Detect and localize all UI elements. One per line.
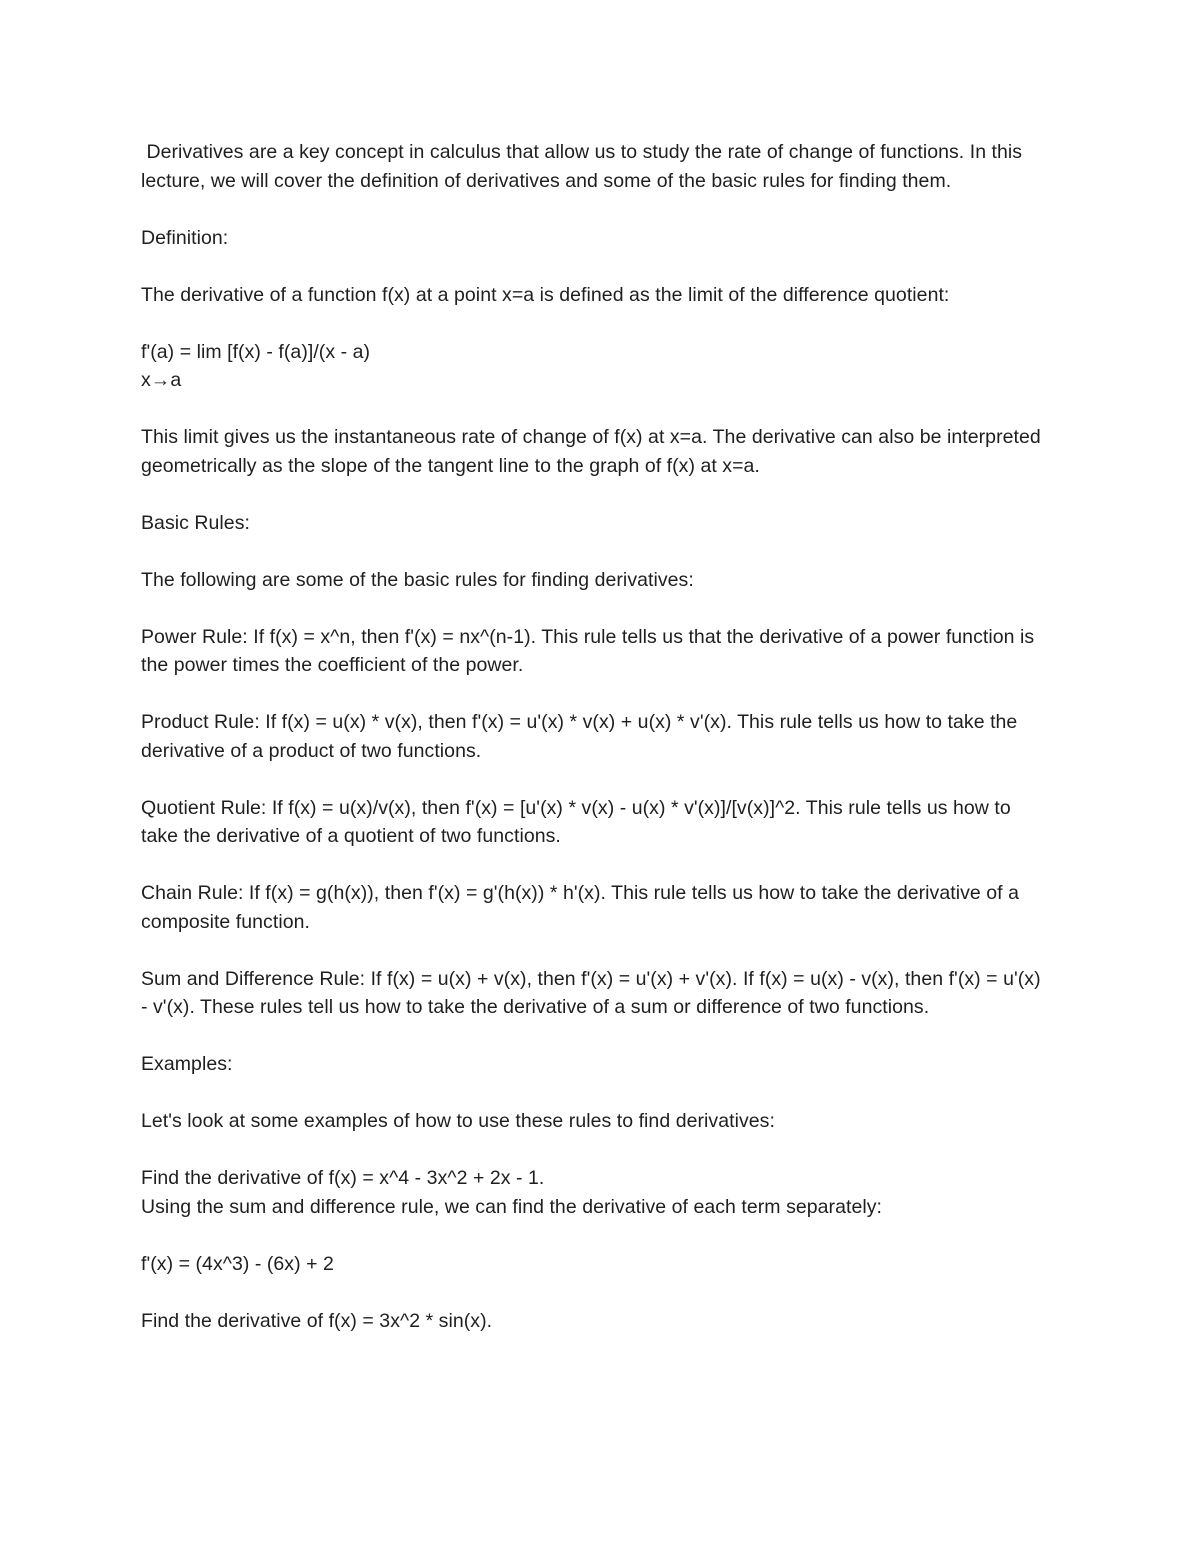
basic-rules-intro: The following are some of the basic rules for finding derivatives: [141,568,694,591]
example-2: Find the derivative of f(x) = 3x^2 * sin(x). [141,1309,493,1332]
examples-heading: Examples: [141,1053,233,1075]
formula-line: f'(a) = lim [f(x) - f(a)]/(x - a) [141,340,371,363]
example-1-method: Using the sum and difference rule, we can find the derivative of each term separately: [141,1195,883,1218]
example-1 [141,1164,1046,1221]
basic-rules-heading: Basic Rules: [141,511,250,534]
document-body [141,138,1046,1335]
product-rule: Product Rule: If f(x) = u(x) * v(x), then f'(x) = u'(x) * v(x) + u(x) * v'(x). This rule tells us how to take the derivative of a product of two functions. [141,711,1023,762]
limit-explanation: This limit gives us the instantaneous rate of change of f(x) at x=a. The derivative can also be interpreted geometrically as the slope of the tangent line to the graph of f(x) at x=a. [141,426,1047,477]
intro-paragraph: Derivatives are a key concept in calculus that allow us to study the rate of change of functions. In this lecture, we will cover the definition of derivatives and some of the basic rules for finding them. [141,141,1028,192]
derivative-formula [141,338,1046,395]
formula-limit-subscript: x→a [141,369,182,391]
definition-heading: Definition: [141,226,229,249]
examples-intro: Let's look at some examples of how to use these rules to find derivatives: [141,1110,775,1132]
definition-text: The derivative of a function f(x) at a point x=a is defined as the limit of the difference quotient: [141,283,950,306]
sum-difference-rule: Sum and Difference Rule: If f(x) = u(x) + v(x), then f'(x) = u'(x) + v'(x). If f(x) = u(x) - v(x), then f'(x) = u'(x) - v'(x). These rules tell us how to take the derivative of a sum or difference of two functions. [141,967,1047,1018]
quotient-rule: Quotient Rule: If f(x) = u(x)/v(x), then f'(x) = [u'(x) * v(x) - u(x) * v'(x)]/[v(x)]^2. This rule tells us how to take the derivative of a quotient of two functions. [141,796,1017,847]
example-1-problem: Find the derivative of f(x) = x^4 - 3x^2 + 2x - 1. [141,1167,545,1189]
chain-rule: Chain Rule: If f(x) = g(h(x)), then f'(x) = g'(h(x)) * h'(x). This rule tells us how to take the derivative of a composite function. [141,882,1025,933]
example-1-result: f'(x) = (4x^3) - (6x) + 2 [141,1252,334,1275]
power-rule: Power Rule: If f(x) = x^n, then f'(x) = nx^(n-1). This rule tells us that the derivative of a power function is the power times the coefficient of the power. [141,625,1040,676]
